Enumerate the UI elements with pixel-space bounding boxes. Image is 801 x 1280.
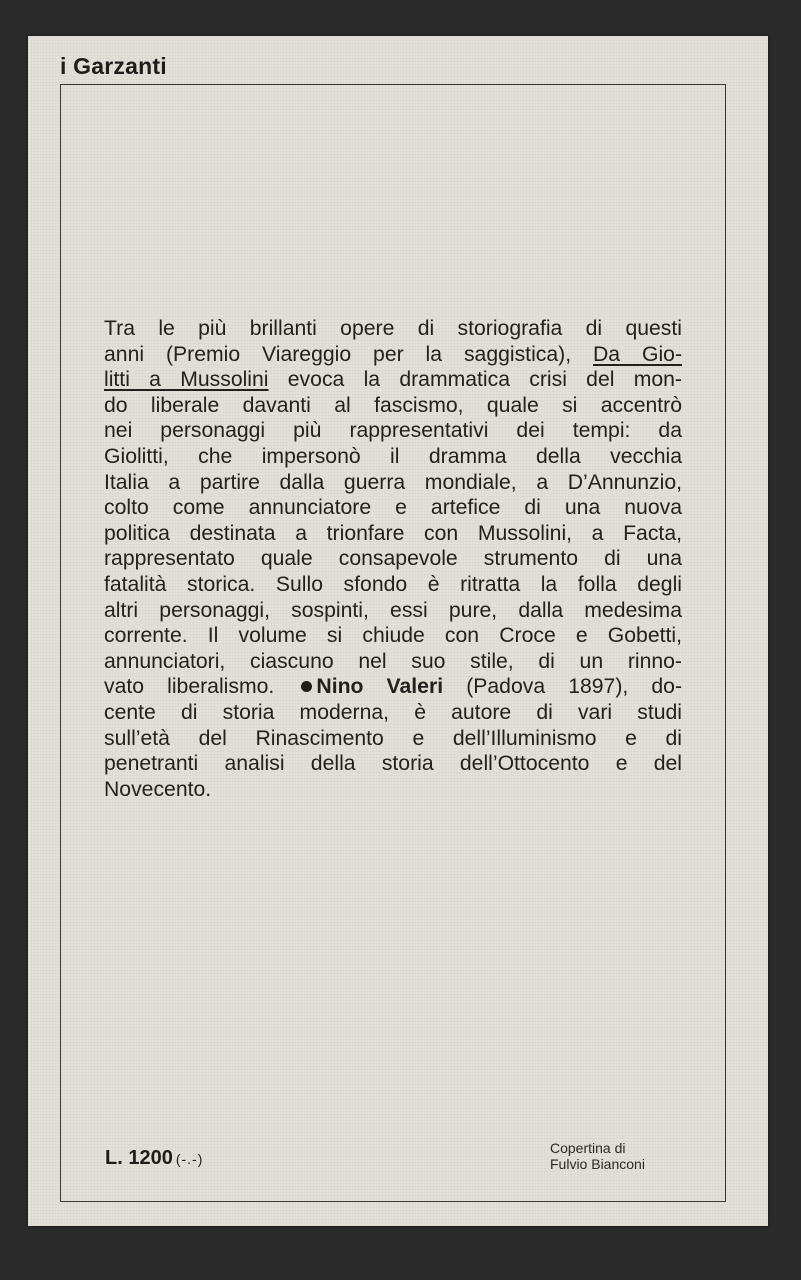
blurb-fragment: evoca la drammatica crisi del mon- — [268, 368, 682, 392]
bullet-icon — [301, 681, 312, 692]
blurb-line: altri personaggi, sospinti, essi pure, dalla medesima — [104, 598, 682, 622]
blurb-line: sull’età del Rinascimento e dell’Illuminismo e di — [104, 726, 682, 750]
blurb-line: annunciatori, ciascuno nel suo stile, di un rinno- — [104, 649, 682, 673]
credit-designer: Fulvio Bianconi — [550, 1156, 645, 1172]
blurb-line — [104, 367, 682, 393]
price-value: L. 1200 — [105, 1147, 173, 1169]
blurb-line — [104, 674, 682, 700]
price-label — [105, 1147, 203, 1170]
blurb-line: colto come annunciatore e artefice di una nuova — [104, 496, 682, 520]
blurb-line: penetranti analisi della storia dell’Ottocento e del — [104, 752, 682, 776]
blurb-line: politica destinata a trionfare con Mussolini, a Facta, — [104, 521, 682, 545]
blurb-line: Italia a partire dalla guerra mondiale, a D’Annunzio, — [104, 470, 682, 494]
blurb-fragment: anni (Premio Viareggio per la saggistica), — [104, 342, 593, 366]
credit-line: Copertina di — [550, 1140, 626, 1156]
publisher-logo: i Garzanti — [60, 53, 167, 79]
blurb-line: cente di storia moderna, è autore di vari studi — [104, 700, 682, 724]
blurb-fragment: (Padova 1897), do- — [443, 675, 683, 699]
blurb-line: do liberale davanti al fascismo, quale si accentrò — [104, 393, 682, 417]
blurb-line: fatalità storica. Sullo sfondo è ritratta la folla degli — [104, 572, 682, 596]
blurb-line: Novecento. — [104, 777, 212, 801]
blurb-text — [104, 316, 682, 802]
blurb-fragment: vato liberalismo. — [104, 675, 298, 699]
author-name: Nino Valeri — [316, 675, 444, 699]
blurb-line: corrente. Il volume si chiude con Croce e Gobetti, — [104, 624, 682, 648]
blurb-line: rappresentato quale consapevole strumento di una — [104, 547, 682, 571]
book-title-reference: litti a Mussolini — [104, 368, 269, 392]
blurb-line: Tra le più brillanti opere di storiografia di questi — [104, 317, 682, 340]
blurb-line — [104, 342, 682, 368]
book-title-reference: Da Gio- — [593, 342, 683, 366]
cover-design-credit — [550, 1140, 645, 1172]
blurb-line: Giolitti, che impersonò il dramma della vecchia — [104, 444, 682, 468]
blurb-line: nei personaggi più rappresentativi dei tempi: da — [104, 419, 682, 443]
price-code: (-.-) — [175, 1151, 204, 1167]
book-back-cover — [28, 36, 768, 1226]
